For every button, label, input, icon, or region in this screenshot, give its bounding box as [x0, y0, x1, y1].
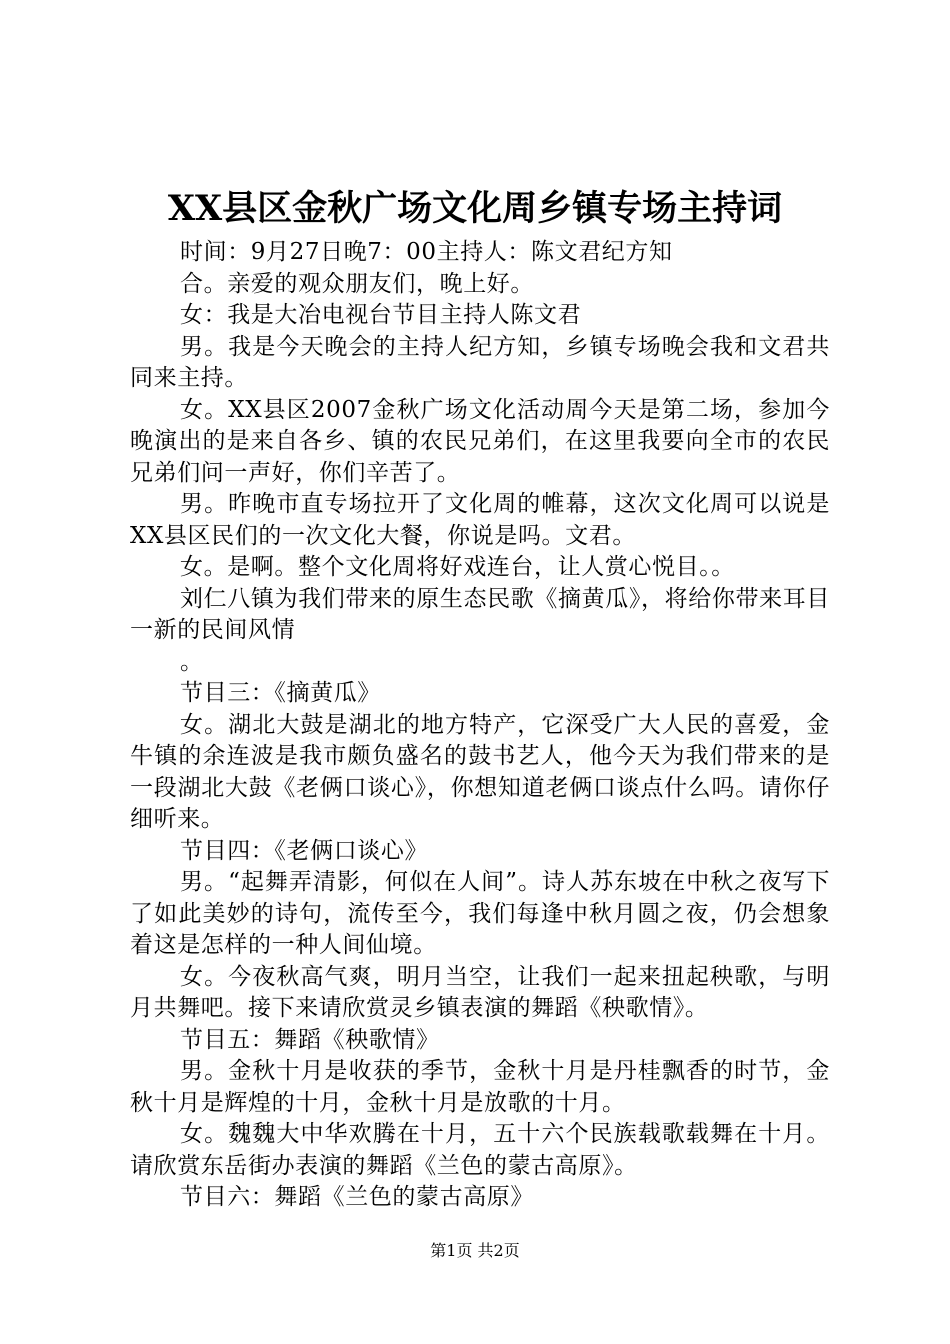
program-heading: 节目五：舞蹈《秧歌情》 — [180, 1026, 440, 1053]
program-heading: 节目四：《老俩口谈心》 — [180, 837, 429, 864]
paragraph: 女。XX县区2007金秋广场文化活动周今天是第二场，参加今晚演出的是来自各乡、镇的农民兄弟们，在这里我要向全市的农民兄弟们问一声好，你们辛苦了。 — [130, 396, 830, 486]
paragraph: 合。亲爱的观众朋友们，晚上好。 — [180, 270, 534, 297]
paragraph: 女：我是大冶电视台节目主持人陈文君 — [180, 302, 582, 328]
paragraph: 女。是啊。整个文化周将好戏连台，让人赏心悦目。。 — [180, 554, 735, 580]
paragraph: 女。湖北大鼓是湖北的地方特产，它深受广大人民的喜爱，金牛镇的余连波是我市颇负盛名的鼓书艺人，他今天为我们带来的是一段湖北大鼓《老俩口谈心》，你想知道老俩口谈点什么吗。请你仔细听来。 — [130, 711, 830, 832]
page-number-footer: 第1页 共2页 — [430, 1241, 520, 1260]
paragraph: 刘仁八镇为我们带来的原生态民歌《摘黄瓜》，将给你带来耳目一新的民间风情 — [130, 585, 830, 643]
paragraph: 男。“起舞弄清影，何似在人间”。诗人苏东坡在中秋之夜写下了如此美妙的诗句，流传至今，我们每逢中秋月圆之夜，仍会想象着这是怎样的一种人间仙境。 — [130, 869, 830, 958]
document-body — [130, 237, 830, 1214]
paragraph: 女。魏魏大中华欢腾在十月，五十六个民族载歌载舞在十月。请欣赏东岳街办表演的舞蹈《兰色的蒙古高原》。 — [130, 1121, 830, 1179]
paragraph: 时间：9月27日晚7：00主持人：陈文君纪方知 — [180, 239, 673, 265]
paragraph: 女。今夜秋高气爽，明月当空，让我们一起来扭起秧歌，与明月共舞吧。接下来请欣赏灵乡镇表演的舞蹈《秧歌情》。 — [130, 963, 830, 1021]
paragraph: 男。金秋十月是收获的季节，金秋十月是丹桂飘香的时节，金秋十月是辉煌的十月，金秋十月是放歌的十月。 — [130, 1058, 830, 1116]
paragraph: 男。我是今天晚会的主持人纪方知，乡镇专场晚会我和文君共同来主持。 — [130, 333, 830, 391]
paragraph: 男。昨晚市直专场拉开了文化周的帷幕，这次文化周可以说是XX县区民们的一次文化大餐，你说是吗。文君。 — [130, 491, 830, 549]
document-title: XX县区金秋广场文化周乡镇专场主持词 — [167, 188, 783, 229]
paragraph: 。 — [180, 648, 204, 675]
program-heading: 节目六：舞蹈《兰色的蒙古高原》 — [180, 1184, 534, 1210]
program-heading: 节目三：《摘黄瓜》 — [180, 680, 381, 706]
